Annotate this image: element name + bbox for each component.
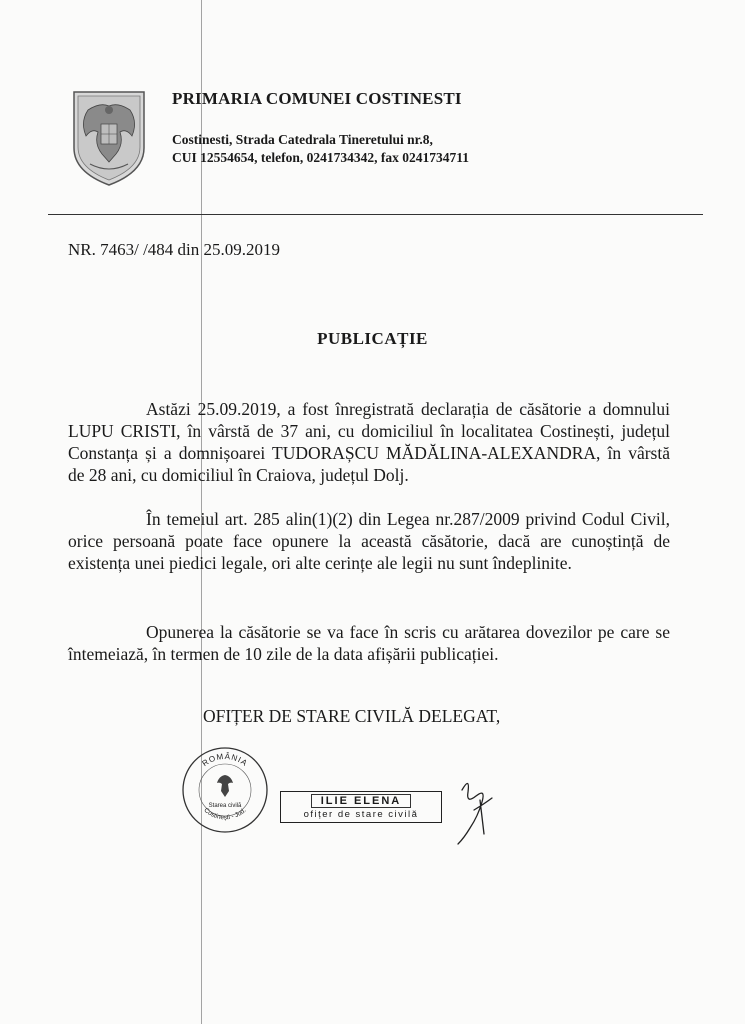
paragraph-declaration	[68, 398, 670, 486]
document-title: PUBLICAȚIE	[317, 329, 428, 348]
address-line: Costinesti, Strada Catedrala Tineretului nr.8,	[172, 132, 433, 147]
header-divider	[48, 214, 703, 215]
officer-title: OFIȚER DE STARE CIVILĂ DELEGAT,	[203, 706, 501, 726]
svg-text:ROMÂNIA	[201, 752, 250, 768]
seal-top-text: ROMÂNIA	[200, 751, 250, 769]
handwritten-signature	[440, 770, 510, 850]
name-stamp	[280, 791, 442, 823]
institution-address	[172, 131, 469, 167]
paragraph-text: În temeiul art. 285 alin(1)(2) din Legea nr.287/2009 privind Codul Civil, orice persoană poate face opunere la această căsătorie, dacă are cunoștință de existența unei piedici legale, ori alte cerințe ale legii nu sunt îndeplinite.	[68, 509, 670, 573]
seal-bottom-text: Costinești - Jud.	[202, 806, 248, 822]
svg-text:Costinești - Jud.	[202, 807, 247, 822]
registration-number: NR. 7463/ /484 din 25.09.2019	[68, 240, 281, 259]
seal-middle-text: Starea civilă	[208, 803, 242, 809]
romania-coat-of-arms-icon	[70, 88, 148, 188]
paragraph-legal-basis	[68, 508, 670, 574]
paragraph-text: Opunerea la căsătorie se va face în scris cu arătarea dovezilor pe care se întemeiază, în termen de 10 zile de la data afișării publicației.	[68, 622, 670, 664]
paragraph-text: Astăzi 25.09.2019, a fost înregistrată declarația de căsătorie a domnului LUPU CRISTI, în vârstă de 37 ani, cu domiciliul în localitatea Costinești, județul Constanța și a domnișoarei TUDORAȘCU MĂDĂLINA-ALEXANDRA, în vârstă de 28 ani, cu domiciliul în Craiova, județul Dolj.	[68, 399, 670, 485]
stamp-name: ILIE ELENA	[311, 794, 411, 808]
round-seal-stamp	[180, 745, 270, 835]
institution-name: PRIMARIA COMUNEI COSTINESTI	[172, 89, 462, 108]
contact-line: CUI 12554654, telefon, 0241734342, fax 0241734711	[172, 150, 469, 165]
stamp-role: ofițer de stare civilă	[303, 809, 419, 820]
paragraph-opposition	[68, 621, 670, 665]
